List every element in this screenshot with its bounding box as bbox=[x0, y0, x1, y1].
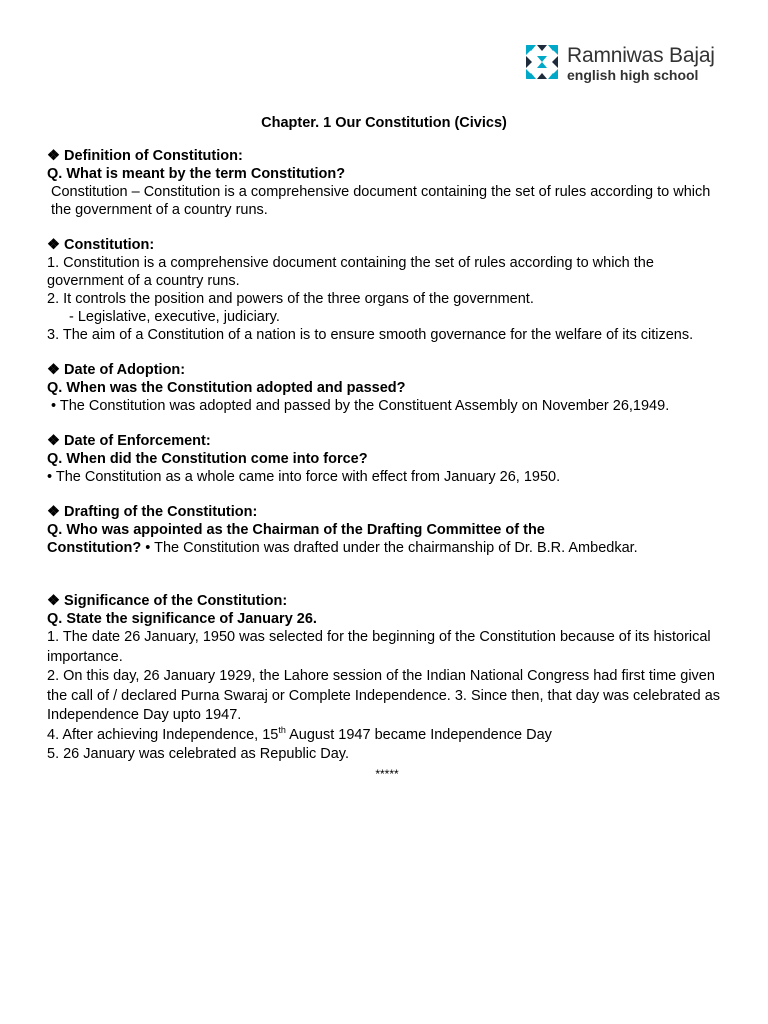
section-heading-enforcement: ❖ Date of Enforcement: bbox=[47, 433, 211, 449]
significance-point-2-3: 2. On this day, 26 January 1929, the Lahore session of the Indian National Congress had first time given the call of / declared Purna Swaraj or Complete Independence. 3. Since then, that day was celebrated as Independence Day upto 1947. bbox=[47, 668, 721, 723]
document-body bbox=[47, 147, 727, 783]
answer-adoption: • The Constitution was adopted and passed by the Constituent Assembly on November 26,1949. bbox=[51, 398, 670, 414]
logo-mark-icon bbox=[525, 44, 559, 80]
significance-point-1: 1. The date 26 January, 1950 was selected for the beginning of the Constitution because of its historical importance. bbox=[47, 629, 711, 665]
logo-school-subtitle: english high school bbox=[567, 67, 699, 83]
constitution-point-3: 3. The aim of a Constitution of a nation is to ensure smooth governance for the welfare of its citizens. bbox=[47, 327, 694, 343]
logo-school-name: Ramniwas Bajaj bbox=[567, 44, 715, 67]
significance-section bbox=[47, 592, 727, 765]
section-heading-significance: ❖ Significance of the Constitution: bbox=[47, 593, 288, 609]
question-enforcement: Q. When did the Constitution come into force? bbox=[47, 451, 368, 467]
section-heading-adoption: ❖ Date of Adoption: bbox=[47, 362, 186, 378]
page-title: Chapter. 1 Our Constitution (Civics) bbox=[261, 115, 507, 131]
answer-enforcement: • The Constitution as a whole came into force with effect from January 26, 1950. bbox=[47, 469, 561, 485]
question-significance: Q. State the significance of January 26. bbox=[47, 611, 317, 627]
significance-point-4: 4. After achieving Independence, 15th August 1947 became Independence Day bbox=[47, 724, 552, 743]
constitution-point-2: 2. It controls the position and powers of the three organs of the government. bbox=[47, 291, 534, 307]
answer-drafting: Constitution? • The Constitution was drafted under the chairmanship of Dr. B.R. Ambedkar. bbox=[47, 540, 638, 556]
question-definition: Q. What is meant by the term Constitution? bbox=[47, 166, 346, 182]
diamond-bullet-icon: ❖ bbox=[47, 504, 60, 520]
question-drafting: Q. Who was appointed as the Chairman of the Drafting Committee of the bbox=[47, 522, 545, 538]
section-heading-constitution: ❖ Constitution: bbox=[47, 237, 155, 253]
section-heading-definition: ❖ Definition of Constitution: bbox=[47, 148, 243, 164]
school-logo bbox=[525, 44, 725, 84]
diamond-bullet-icon: ❖ bbox=[47, 237, 60, 253]
constitution-point-2-organs: - Legislative, executive, judiciary. bbox=[69, 309, 280, 325]
diamond-bullet-icon: ❖ bbox=[47, 148, 60, 164]
significance-point-5: 5. 26 January was celebrated as Republic Day. bbox=[47, 746, 349, 762]
section-heading-drafting: ❖ Drafting of the Constitution: bbox=[47, 504, 258, 520]
end-marker: ***** bbox=[375, 766, 399, 781]
diamond-bullet-icon: ❖ bbox=[47, 593, 60, 609]
diamond-bullet-icon: ❖ bbox=[47, 362, 60, 378]
question-adoption: Q. When was the Constitution adopted and passed? bbox=[47, 380, 406, 396]
constitution-point-1: 1. Constitution is a comprehensive document containing the set of rules according to which the government of a country runs. bbox=[47, 255, 654, 289]
answer-definition: Constitution – Constitution is a comprehensive document containing the set of rules according to which the government of a country runs. bbox=[51, 184, 711, 218]
diamond-bullet-icon: ❖ bbox=[47, 433, 60, 449]
